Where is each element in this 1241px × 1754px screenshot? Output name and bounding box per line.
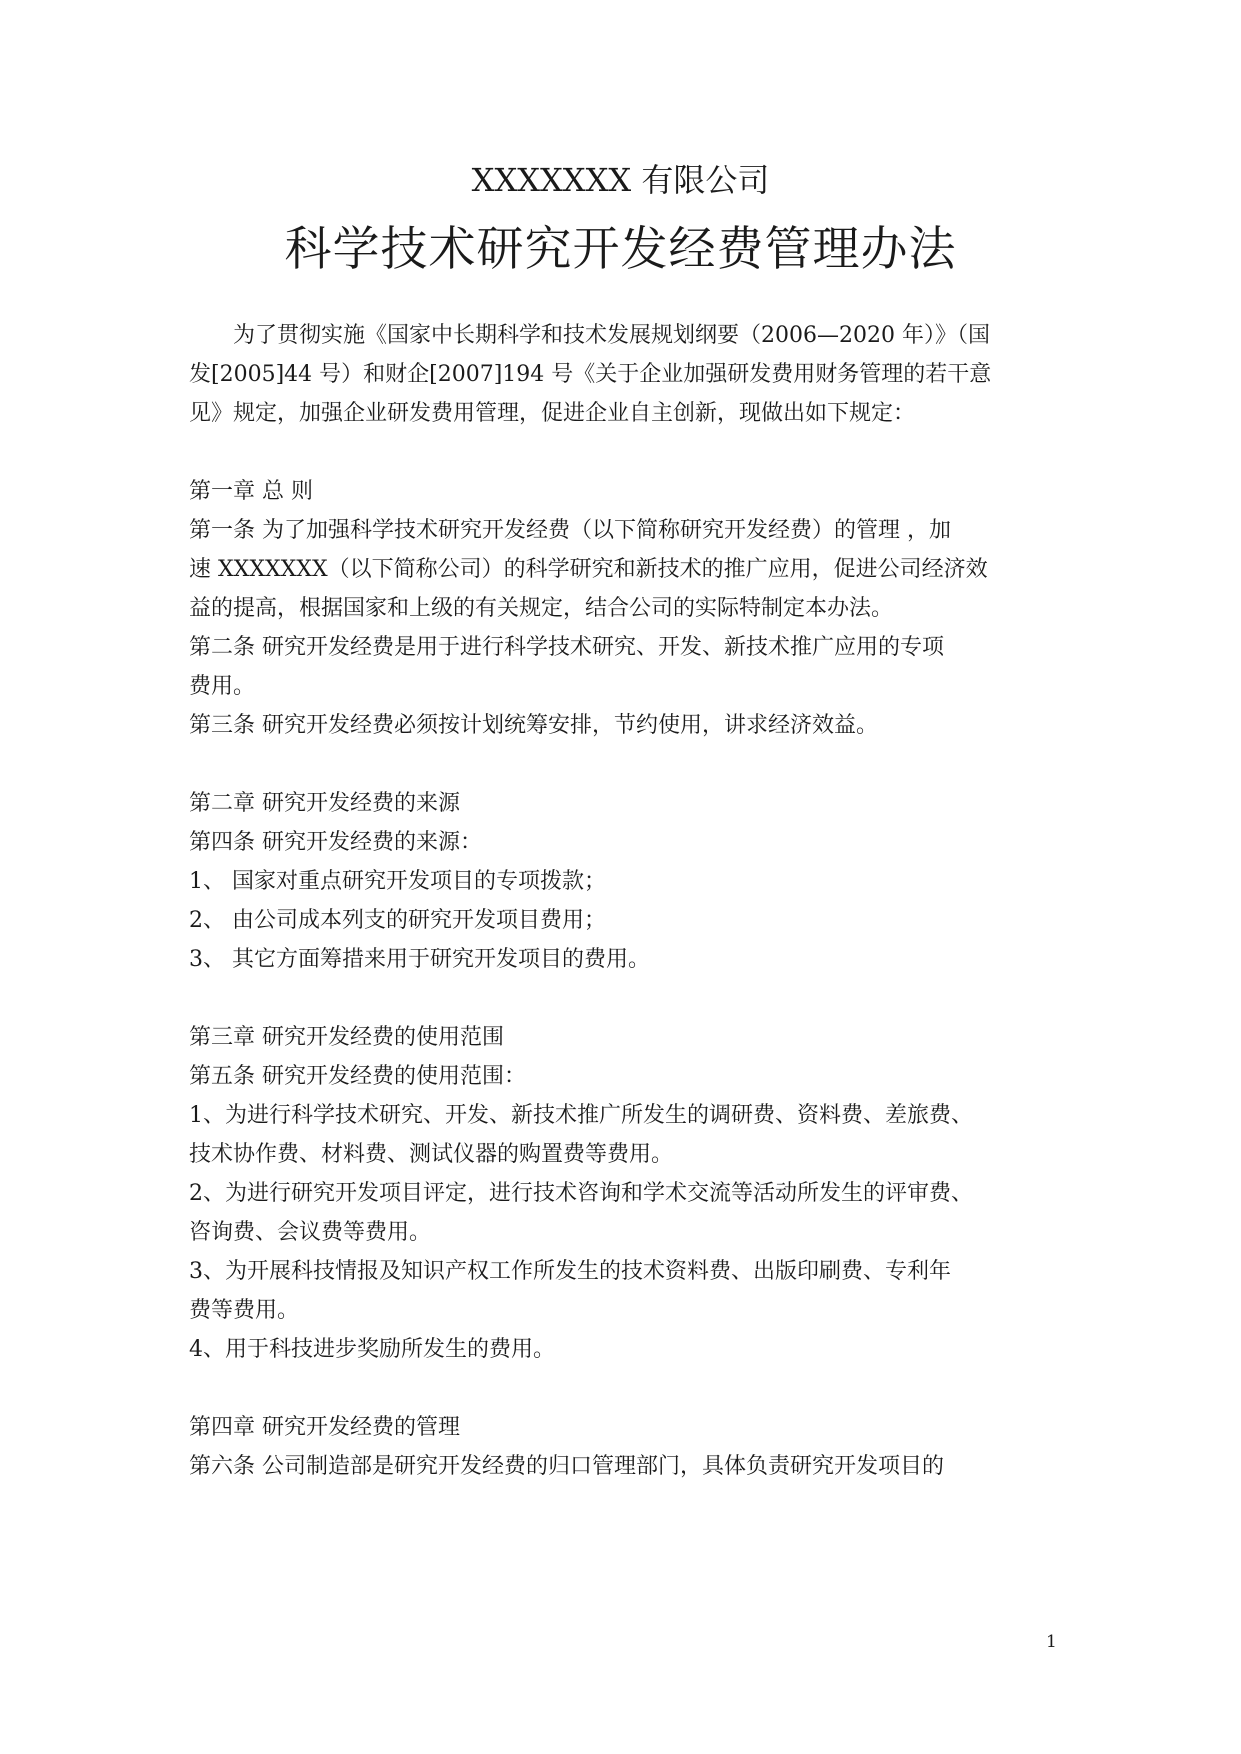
paragraph-gap — [189, 745, 1069, 784]
article-line: 第三条 研究开发经费必须按计划统筹安排，节约使用，讲求经济效益。 — [189, 713, 878, 738]
document-body — [189, 316, 1069, 1486]
list-item: 1、为进行科学技术研究、开发、新技术推广所发生的调研费、资料费、差旅费、 — [189, 1103, 973, 1128]
preamble-line: 见》规定，加强企业研发费用管理，促进企业自主创新，现做出如下规定： — [189, 401, 916, 426]
article-line: 第四条 研究开发经费的来源： — [189, 830, 482, 855]
paragraph-gap — [189, 1369, 1069, 1408]
list-item: 费等费用。 — [189, 1298, 300, 1323]
chapter-heading: 第四章 研究开发经费的管理 — [189, 1415, 460, 1440]
list-item: 3、 其它方面筹措来用于研究开发项目的费用。 — [189, 947, 650, 972]
document-title: 科学技术研究开发经费管理办法 — [284, 222, 957, 277]
list-item: 1、 国家对重点研究开发项目的专项拨款； — [189, 869, 606, 894]
article-line: 第六条 公司制造部是研究开发经费的归口管理部门，具体负责研究开发项目的 — [189, 1454, 944, 1479]
article-line: 速 XXXXXXX（以下简称公司）的科学研究和新技术的推广应用，促进公司经济效 — [189, 557, 988, 582]
list-item: 3、为开展科技情报及知识产权工作所发生的技术资料费、出版印刷费、专利年 — [189, 1259, 951, 1284]
article-line: 第一条 为了加强科学技术研究开发经费（以下简称研究开发经费）的管理 ，加 — [189, 518, 951, 543]
company-name: XXXXXXX 有限公司 — [471, 161, 770, 199]
preamble-line: 为了贯彻实施《国家中长期科学和技术发展规划纲要（2006—2020 年）》（国 — [233, 323, 990, 348]
article-line: 第二条 研究开发经费是用于进行科学技术研究、开发、新技术推广应用的专项 — [189, 635, 944, 660]
paragraph-gap — [189, 979, 1069, 1018]
list-item: 4、用于科技进步奖励所发生的费用。 — [189, 1337, 555, 1362]
list-item: 技术协作费、材料费、测试仪器的购置费等费用。 — [189, 1142, 674, 1167]
list-item: 2、 由公司成本列支的研究开发项目费用； — [189, 908, 606, 933]
page-number: 1 — [1046, 1632, 1057, 1652]
preamble-line: 发[2005]44 号）和财企[2007]194 号《关于企业加强研发费用财务管理的若干意 — [189, 362, 992, 387]
article-line: 第五条 研究开发经费的使用范围： — [189, 1064, 526, 1089]
list-item: 咨询费、会议费等费用。 — [189, 1220, 432, 1245]
list-item: 2、为进行研究开发项目评定，进行技术咨询和学术交流等活动所发生的评审费、 — [189, 1181, 973, 1206]
paragraph-gap — [189, 433, 1069, 472]
article-line: 费用。 — [189, 674, 256, 699]
chapter-heading: 第二章 研究开发经费的来源 — [189, 791, 460, 816]
chapter-heading: 第三章 研究开发经费的使用范围 — [189, 1025, 504, 1050]
chapter-heading: 第一章 总 则 — [189, 479, 313, 504]
article-line: 益的提高，根据国家和上级的有关规定，结合公司的实际特制定本办法。 — [189, 596, 894, 621]
